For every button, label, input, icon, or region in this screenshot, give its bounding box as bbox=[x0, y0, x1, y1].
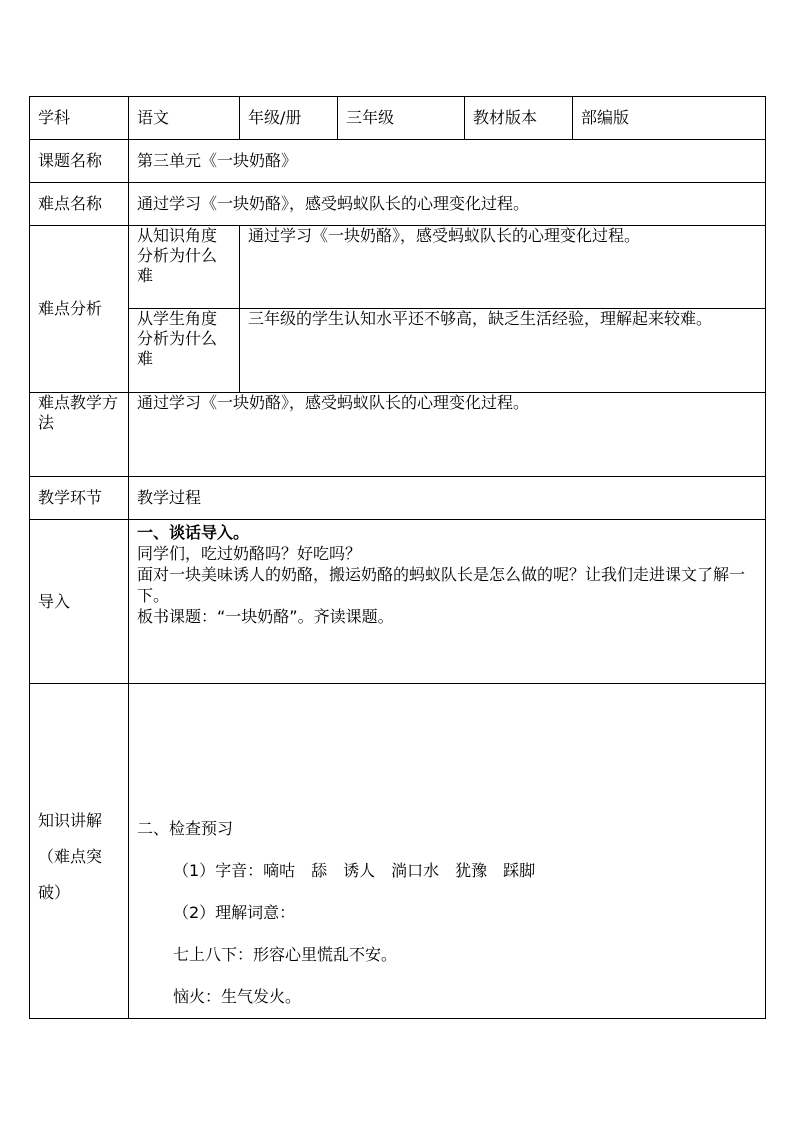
intro-line-2: 面对一块美味诱人的奶酪，搬运奶酪的蚂蚁队长是怎么做的呢？让我们走进课文了解一下。 bbox=[137, 565, 746, 605]
knowledge-label-line-2: （难点突破） bbox=[38, 847, 103, 902]
process-value: 教学过程 bbox=[129, 477, 766, 520]
analysis-row-student bbox=[30, 309, 766, 393]
method-row bbox=[30, 393, 766, 477]
knowledge-row bbox=[30, 684, 766, 1019]
intro-content bbox=[129, 520, 766, 684]
analysis-label: 难点分析 bbox=[30, 226, 129, 393]
header-row bbox=[30, 97, 766, 140]
grade-label: 年级/册 bbox=[240, 97, 338, 140]
process-header-row bbox=[30, 477, 766, 520]
knowledge-item-3: 七上八下：形容心里慌乱不安。 bbox=[173, 945, 398, 964]
intro-label: 导入 bbox=[30, 520, 129, 684]
knowledge-item-1: （1）字音：嘀咕 舔 诱人 淌口水 犹豫 踩脚 bbox=[173, 861, 536, 880]
analysis-knowledge-label: 从知识角度分析为什么难 bbox=[129, 226, 240, 309]
knowledge-item-4: 恼火：生气发火。 bbox=[173, 987, 302, 1006]
knowledge-item-2: （2）理解词意： bbox=[173, 903, 296, 922]
knowledge-label-line-1: 知识讲解 bbox=[38, 811, 103, 830]
method-value: 通过学习《一块奶酪》，感受蚂蚁队长的心理变化过程。 bbox=[129, 393, 766, 477]
difficulty-label: 难点名称 bbox=[30, 183, 129, 226]
analysis-student-value: 三年级的学生认知水平还不够高，缺乏生活经验，理解起来较难。 bbox=[240, 309, 766, 393]
analysis-knowledge-value: 通过学习《一块奶酪》，感受蚂蚁队长的心理变化过程。 bbox=[240, 226, 766, 309]
difficulty-value: 通过学习《一块奶酪》，感受蚂蚁队长的心理变化过程。 bbox=[129, 183, 766, 226]
intro-title: 一、谈话导入。 bbox=[137, 523, 250, 542]
knowledge-label bbox=[30, 684, 129, 1019]
analysis-student-label: 从学生角度分析为什么难 bbox=[129, 309, 240, 393]
method-label: 难点教学方法 bbox=[30, 393, 129, 477]
intro-line-3: 板书课题：“一块奶酪”。齐读课题。 bbox=[137, 607, 394, 626]
knowledge-section: 二、检查预习 bbox=[137, 819, 234, 838]
topic-label: 课题名称 bbox=[30, 140, 129, 183]
knowledge-content bbox=[129, 684, 766, 1019]
analysis-row-knowledge bbox=[30, 226, 766, 309]
subject-label: 学科 bbox=[30, 97, 129, 140]
grade-value: 三年级 bbox=[338, 97, 465, 140]
subject-value: 语文 bbox=[129, 97, 240, 140]
topic-row bbox=[30, 140, 766, 183]
difficulty-row bbox=[30, 183, 766, 226]
topic-value: 第三单元《一块奶酪》 bbox=[129, 140, 766, 183]
edition-value: 部编版 bbox=[573, 97, 766, 140]
process-label: 教学环节 bbox=[30, 477, 129, 520]
intro-row bbox=[30, 520, 766, 684]
edition-label: 教材版本 bbox=[465, 97, 573, 140]
intro-line-1: 同学们，吃过奶酪吗？好吃吗？ bbox=[137, 544, 362, 563]
lesson-plan-table bbox=[29, 96, 766, 1019]
